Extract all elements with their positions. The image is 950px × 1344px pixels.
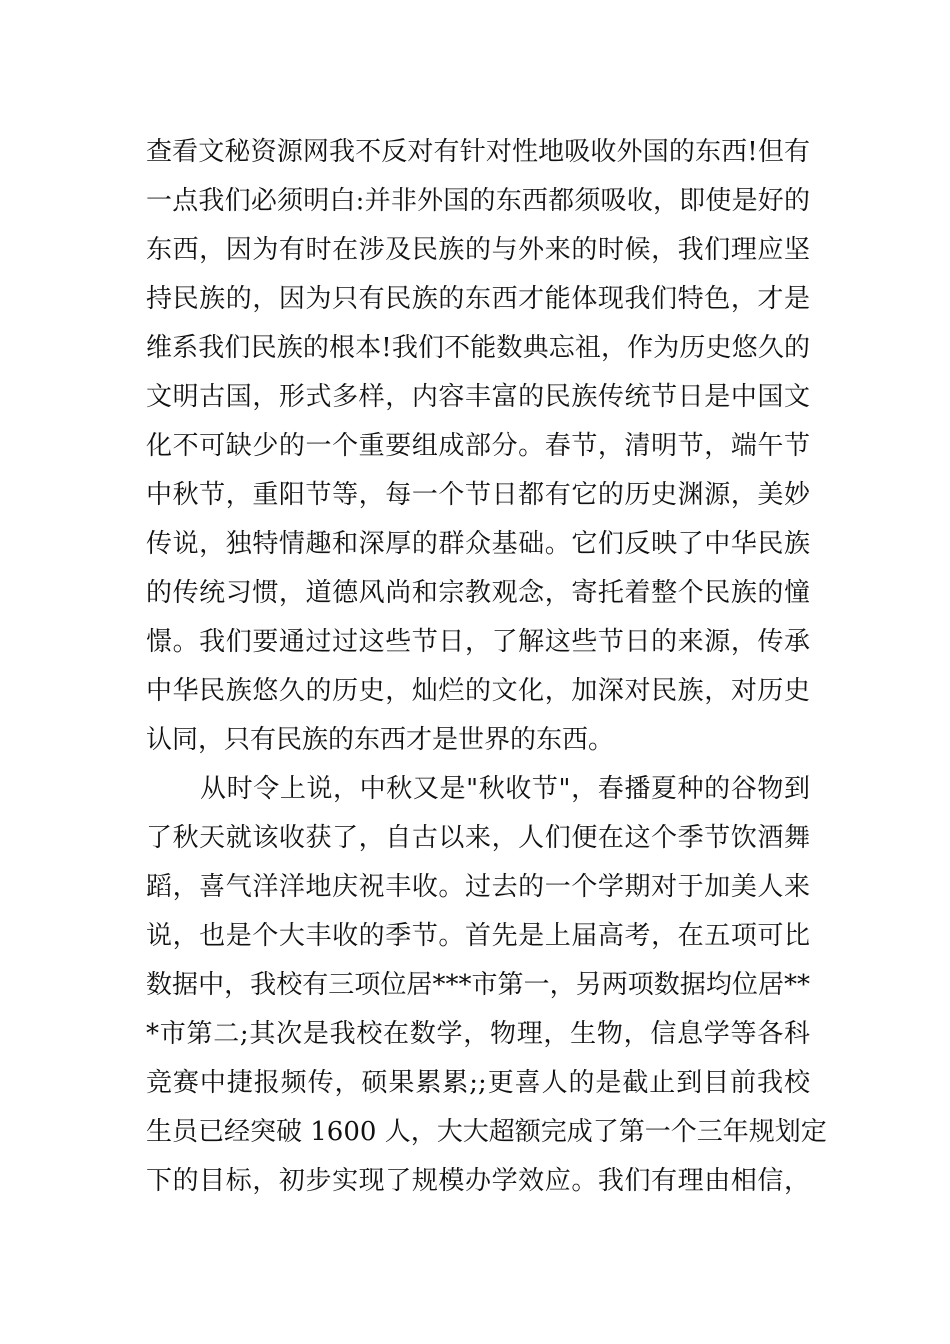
text-line: 生员已经突破 1600 人，大大超额完成了第一个三年规划定 [146,1117,827,1147]
paragraph-2 [146,765,827,1206]
paragraph-1 [146,128,810,765]
text-line: 了秋天就该收获了，自古以来，人们便在这个季节饮酒舞 [146,823,810,853]
text-line: 持民族的，因为只有民族的东西才能体现我们特色，才是 [146,284,810,314]
text-line: *市第二;其次是我校在数学，物理，生物，信息学等各科 [146,1019,810,1049]
text-line: 东西，因为有时在涉及民族的与外来的时候，我们理应坚 [146,235,810,265]
text-line: 认同，只有民族的东西才是世界的东西。 [146,725,615,755]
document-body [146,128,827,1206]
text-line: 数据中，我校有三项位居***市第一，另两项数据均位居** [146,970,810,1000]
text-line: 中秋节，重阳节等，每一个节日都有它的历史渊源，美妙 [146,480,810,510]
text-line: 憬。我们要通过过这些节日，了解这些节日的来源，传承 [146,627,810,657]
text-line: 维系我们民族的根本!我们不能数典忘祖，作为历史悠久的 [146,333,810,363]
text-line: 从时令上说，中秋又是"秋收节"，春播夏种的谷物到 [200,774,810,804]
text-line: 中华民族悠久的历史，灿烂的文化，加深对民族，对历史 [146,676,810,706]
text-line: 竞赛中捷报频传，硕果累累;;更喜人的是截止到目前我校 [146,1068,810,1098]
text-line: 化不可缺少的一个重要组成部分。春节，清明节，端午节 [146,431,810,461]
text-line: 传说，独特情趣和深厚的群众基础。它们反映了中华民族 [146,529,810,559]
text-line: 说，也是个大丰收的季节。首先是上届高考，在五项可比 [146,921,810,951]
text-line: 文明古国，形式多样，内容丰富的民族传统节日是中国文 [146,382,810,412]
text-line: 的传统习惯，道德风尚和宗教观念，寄托着整个民族的憧 [146,578,810,608]
text-line: 下的目标，初步实现了规模办学效应。我们有理由相信， [146,1166,810,1196]
text-line: 一点我们必须明白:并非外国的东西都须吸收，即使是好的 [146,186,810,216]
text-line: 查看文秘资源网我不反对有针对性地吸收外国的东西!但有 [146,137,810,167]
text-line: 蹈，喜气洋洋地庆祝丰收。过去的一个学期对于加美人来 [146,872,810,902]
